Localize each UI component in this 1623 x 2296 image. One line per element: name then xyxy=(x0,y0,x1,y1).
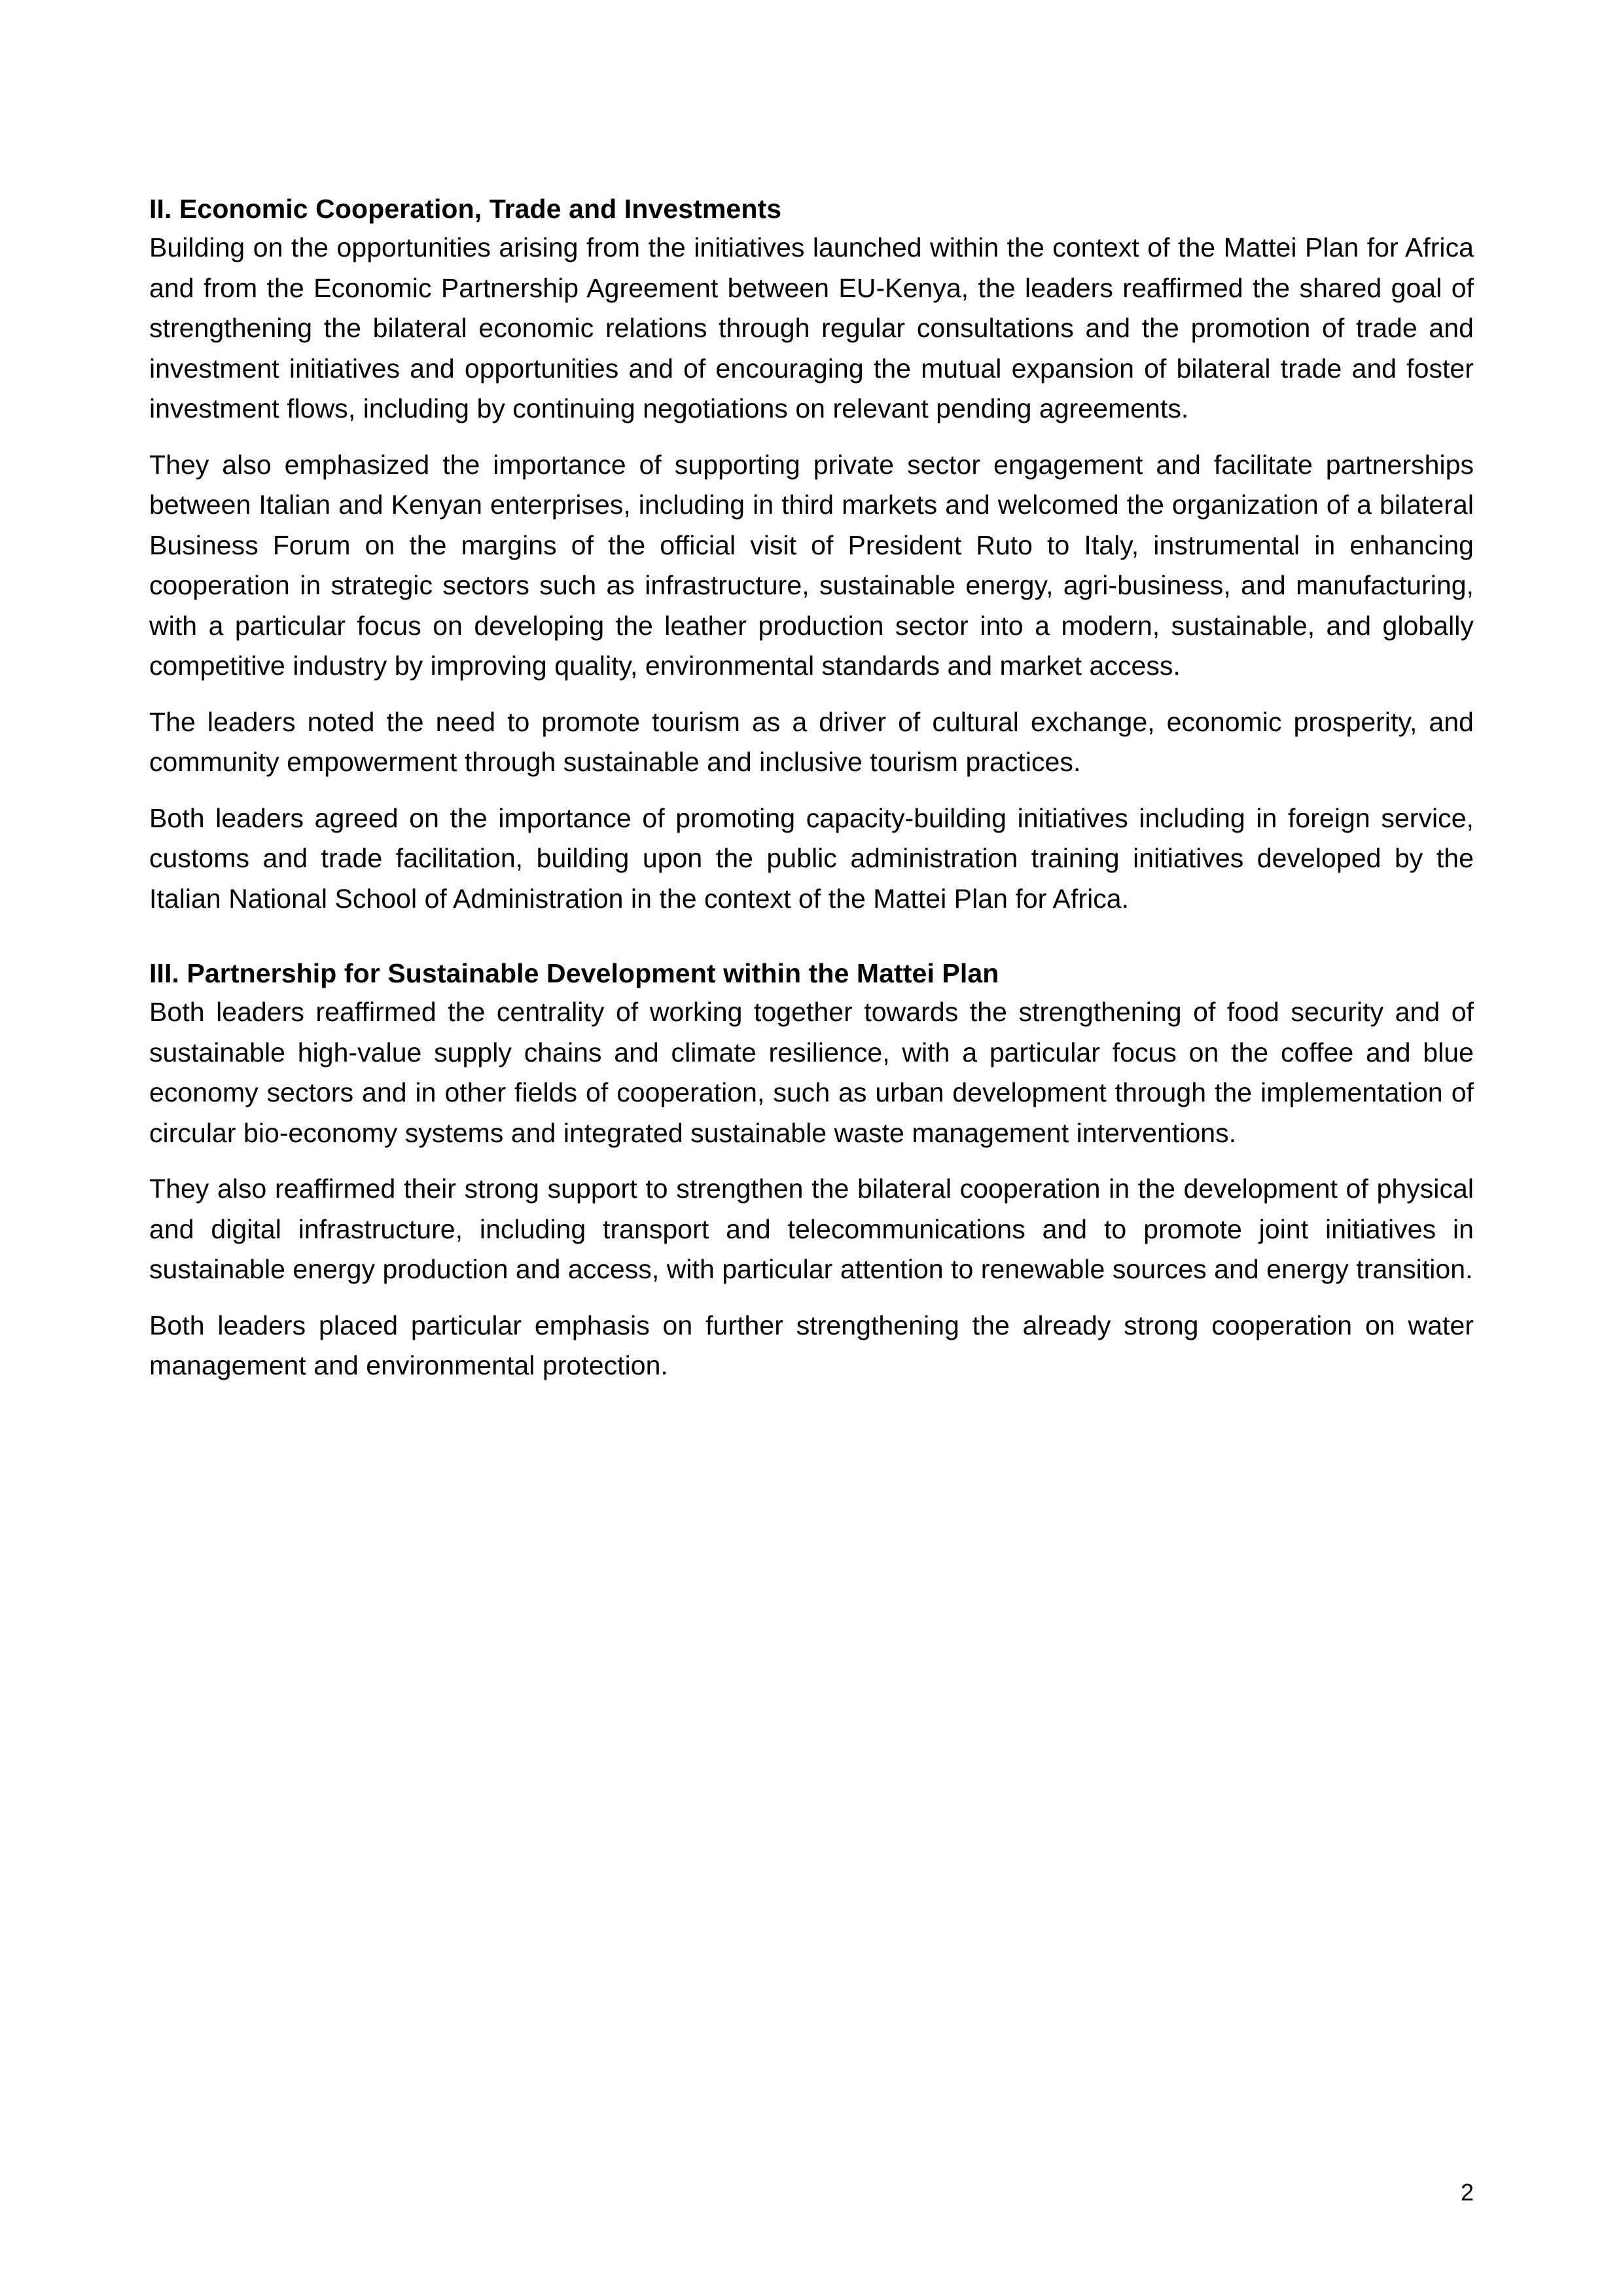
section-heading-iii: III. Partnership for Sustainable Development within the Mattei Plan xyxy=(149,958,999,989)
paragraph: Building on the opportunities arising from the initiatives launched within the context of the Mattei Plan for Africa and from the Economic Partnership Agreement between EU-Kenya, the leaders reaffirmed the shared goal of strengthening the bilateral economic relations through regular consultations and the promotion of trade and investment initiatives and opportunities and of encouraging the mutual expansion of bilateral trade and foster investment flows, including by continuing negotiations on relevant pending agreements. xyxy=(149,232,1474,424)
paragraph: They also reaffirmed their strong support to strengthen the bilateral cooperation in the development of physical and digital infrastructure, including transport and telecommunications and to promote joint initiatives in sustainable energy production and access, with particular attention to renewable sources and energy transition. xyxy=(149,1174,1474,1285)
paragraph: Both leaders placed particular emphasis on further strengthening the already strong cooperation on water management and environmental protection. xyxy=(149,1310,1474,1381)
document-body xyxy=(149,190,1474,1386)
section-heading-ii: II. Economic Cooperation, Trade and Investments xyxy=(149,194,782,224)
paragraph: Both leaders agreed on the importance of promoting capacity-building initiatives including in foreign service, customs and trade facilitation, building upon the public administration training initiatives developed by the Italian National School of Administration in the context of the Mattei Plan for Africa. xyxy=(149,802,1474,914)
page-number: 2 xyxy=(1460,2179,1474,2206)
paragraph: Both leaders reaffirmed the centrality of working together towards the strengthening of food security and of sustainable high-value supply chains and climate resilience, with a particular focus on the coffee and blue economy sectors and in other fields of cooperation, such as urban development through the implementation of circular bio-economy systems and integrated sustainable waste management interventions. xyxy=(149,997,1474,1148)
paragraph: The leaders noted the need to promote tourism as a driver of cultural exchange, economic prosperity, and community empowerment through sustainable and inclusive tourism practices. xyxy=(149,706,1474,778)
section-spacer xyxy=(149,919,1474,954)
paragraph: They also emphasized the importance of supporting private sector engagement and facilitate partnerships between Italian and Kenyan enterprises, including in third markets and welcomed the organization of a bilateral Business Forum on the margins of the official visit of President Ruto to Italy, instrumental in enhancing cooperation in strategic sectors such as infrastructure, sustainable energy, agri-business, and manufacturing, with a particular focus on developing the leather production sector into a modern, sustainable, and globally competitive industry by improving quality, environmental standards and market access. xyxy=(149,449,1474,681)
